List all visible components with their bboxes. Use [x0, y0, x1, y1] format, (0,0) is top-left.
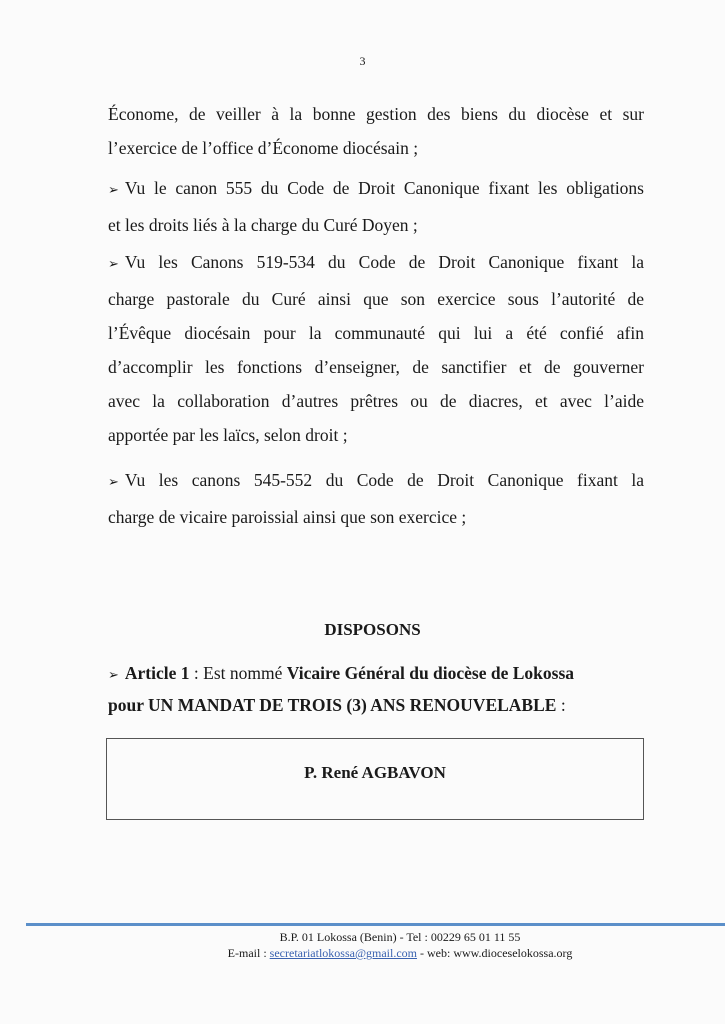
- text-line: Vu les Canons 519-534 du Code de Droit Canonique fixant la: [124, 252, 644, 272]
- article-text: : Est nommé: [189, 663, 287, 683]
- text-line: Vu les canons 545-552 du Code de Droit Canonique fixant la: [124, 470, 644, 490]
- footer-address: B.P. 01 Lokossa (Benin) - Tel : 00229 65 01 11 55: [279, 930, 521, 944]
- arrow-bullet-icon: ➢: [108, 257, 119, 272]
- web-text: - web: www.dioceselokossa.org: [417, 946, 573, 960]
- article-1: [108, 663, 644, 684]
- text-line: Vu le canon 555 du Code de Droit Canonique fixant les obligations: [124, 178, 644, 198]
- arrow-bullet-icon: ➢: [108, 668, 119, 683]
- text-line: avec la collaboration d’autres prêtres ou de diacres, et avec l’aide: [108, 391, 644, 411]
- paragraph-canons-545-552: [108, 463, 644, 534]
- text-line: charge de vicaire paroissial ainsi que son exercice ;: [108, 507, 467, 527]
- paragraph-canon-555: [108, 171, 644, 242]
- arrow-bullet-icon: ➢: [108, 475, 119, 490]
- email-link[interactable]: secretariatlokossa@gmail.com: [269, 946, 418, 960]
- text-line: et les droits liés à la charge du Curé Doyen ;: [108, 215, 418, 235]
- paragraph-canons-519-534: [108, 245, 644, 452]
- arrow-bullet-icon: ➢: [108, 183, 119, 198]
- text-line: d’accomplir les fonctions d’enseigner, de sanctifier et de gouverner: [108, 357, 644, 377]
- mandate-text: pour UN MANDAT DE TROIS (3) ANS RENOUVELABLE: [108, 695, 557, 715]
- email-label: E-mail :: [227, 946, 270, 960]
- text-line: l’exercice de l’office d’Économe diocésain ;: [108, 138, 419, 158]
- section-heading: DISPOSONS: [324, 620, 421, 639]
- article-title: Vicaire Général du diocèse de Lokossa: [286, 663, 575, 683]
- nominee-box: [106, 738, 644, 820]
- colon: :: [556, 695, 566, 715]
- page-number: 3: [359, 54, 366, 68]
- paragraph-econome: [108, 97, 644, 165]
- article-label: Article 1: [124, 663, 190, 683]
- text-line: l’Évêque diocésain pour la communauté qui lui a été confié afin: [108, 323, 644, 343]
- text-line: charge pastorale du Curé ainsi que son exercice sous l’autorité de: [108, 289, 644, 309]
- text-line: Économe, de veiller à la bonne gestion des biens du diocèse et sur: [108, 104, 644, 124]
- footer: [0, 929, 725, 961]
- text-line: apportée par les laïcs, selon droit ;: [108, 425, 348, 445]
- article-1-line2: [108, 695, 644, 716]
- nominee-name: P. René AGBAVON: [304, 763, 446, 782]
- footer-divider: [26, 923, 725, 926]
